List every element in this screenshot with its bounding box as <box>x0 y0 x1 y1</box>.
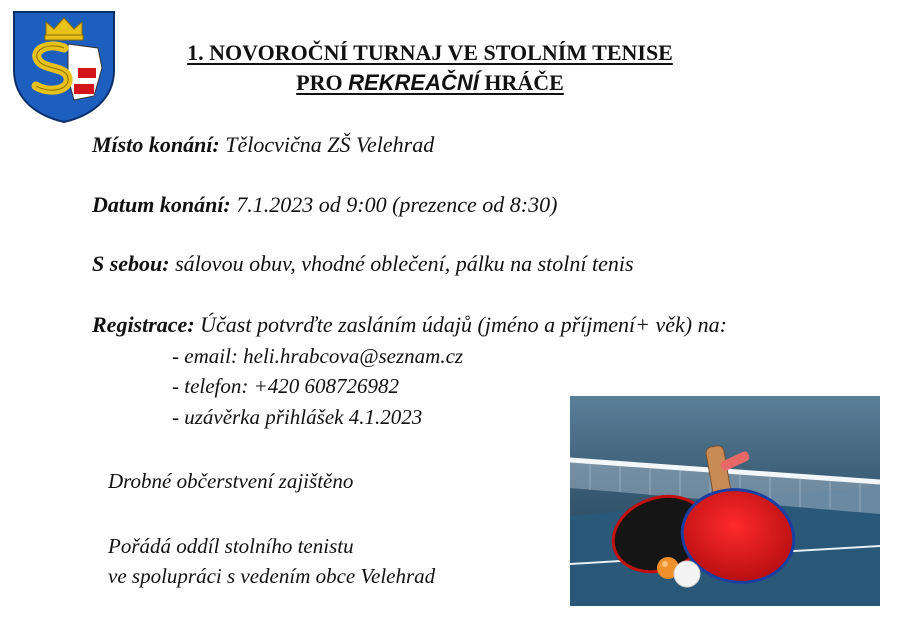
page-title <box>160 38 700 98</box>
title-line-1: 1. NOVOROČNÍ TURNAJ VE STOLNÍM TENISE <box>187 40 673 65</box>
registration-value: Účast potvrďte zasláním údajů (jméno a příjmení+ věk) na: <box>194 312 727 337</box>
registration-email: - email: heli.hrabcova@seznam.cz <box>172 344 464 368</box>
registration-row <box>92 311 727 339</box>
venue-value: Tělocvična ZŠ Velehrad <box>219 132 435 157</box>
registration-deadline: - uzávěrka přihlášek 4.1.2023 <box>172 405 423 429</box>
title-line-2-prefix: PRO <box>296 70 349 95</box>
date-label: Datum konání: <box>92 192 231 217</box>
table-tennis-photo <box>570 396 880 606</box>
title-line-2 <box>160 68 700 98</box>
venue-label: Místo konání: <box>92 132 220 157</box>
organizer-line-2: ve spolupráci s vedením obce Velehrad <box>108 564 436 588</box>
registration-label: Registrace: <box>92 312 195 337</box>
organizer-line-1: Pořádá oddíl stolního tenistu <box>108 534 354 558</box>
registration-phone: - telefon: +420 608726982 <box>172 374 400 398</box>
date-value: 7.1.2023 od 9:00 (prezence od 8:30) <box>230 192 558 217</box>
date-row <box>92 191 557 219</box>
title-line-2-emphasis: REKREAČNÍ <box>348 70 479 95</box>
municipal-coat-of-arms <box>10 8 118 124</box>
bring-row <box>92 250 634 278</box>
bring-value: sálovou obuv, vhodné oblečení, pálku na stolní tenis <box>169 251 634 276</box>
venue-row <box>92 131 434 159</box>
refreshments-note: Drobné občerstvení zajištěno <box>108 469 354 493</box>
title-line-2-suffix: HRÁČE <box>478 70 564 95</box>
bring-label: S sebou: <box>92 251 170 276</box>
